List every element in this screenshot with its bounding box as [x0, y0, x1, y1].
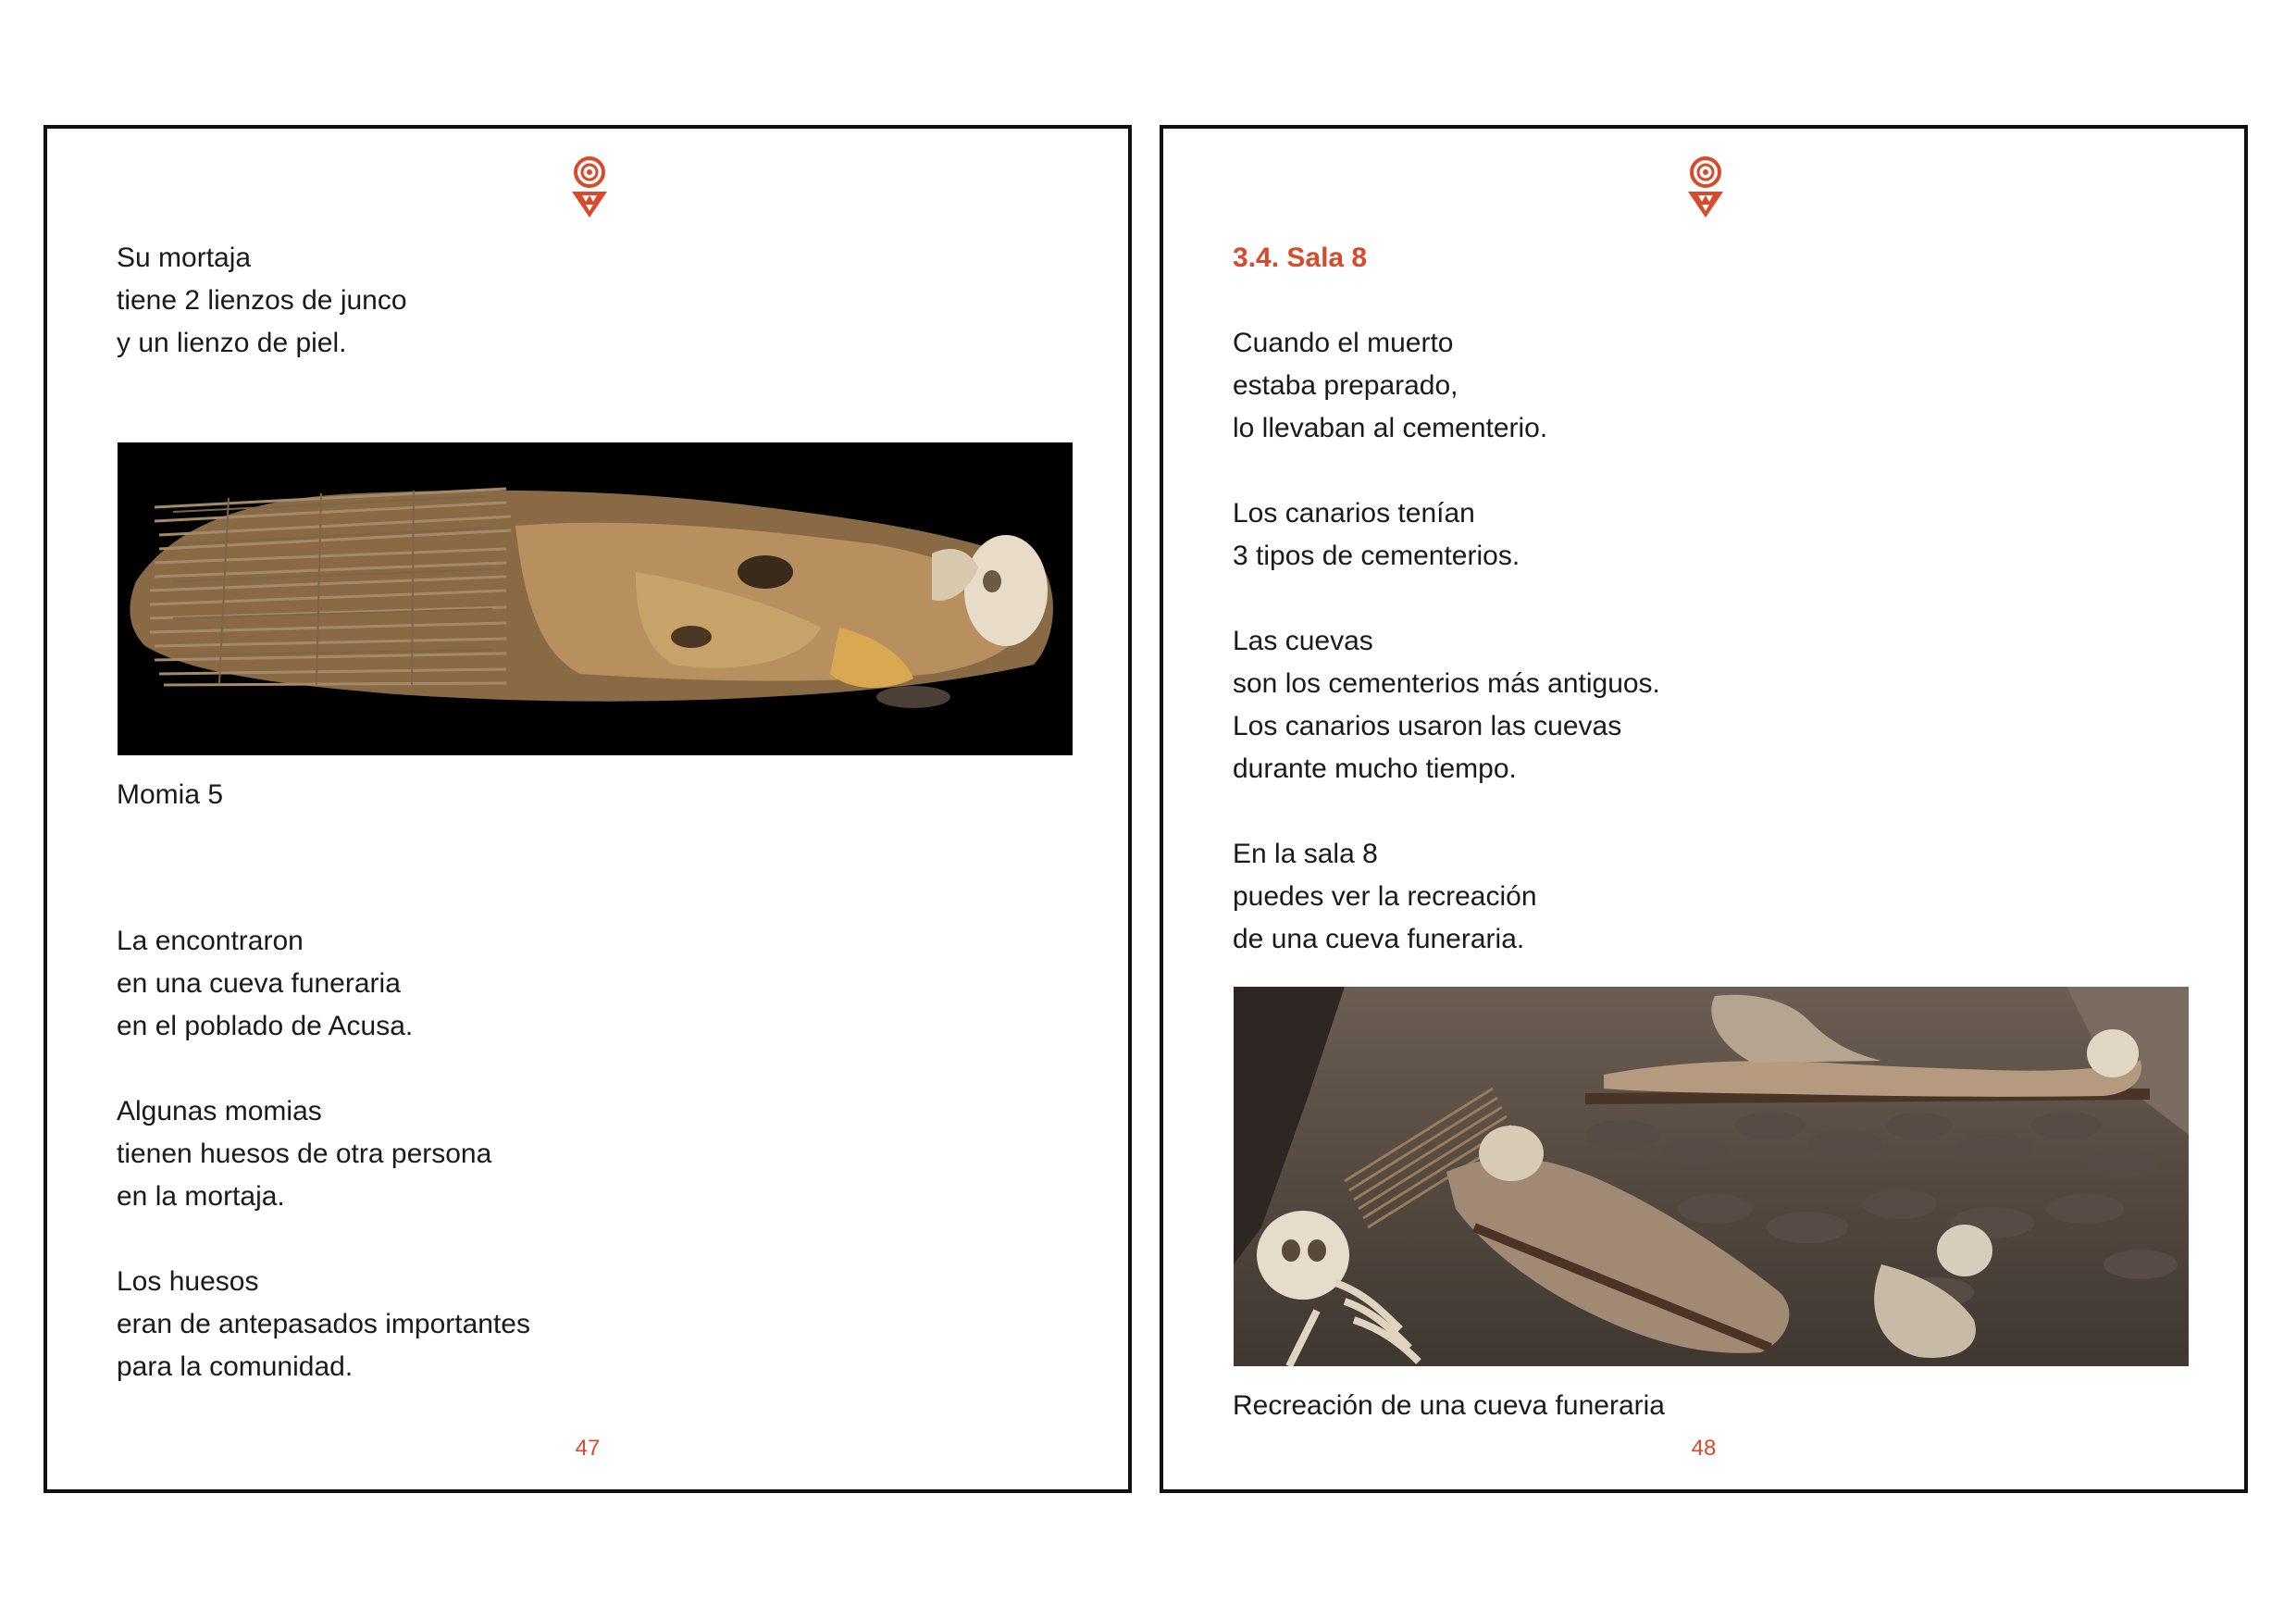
- text-line: Cuando el muerto: [1233, 328, 1454, 358]
- text-line: son los cementerios más antiguos.: [1233, 668, 1660, 699]
- page-number: 48: [1691, 1436, 1717, 1461]
- paragraph-sala-8: [1233, 833, 1537, 961]
- intro-paragraph: [117, 237, 407, 365]
- canarian-symbol-icon: [570, 156, 609, 221]
- text-line: y un lienzo de piel.: [117, 328, 347, 358]
- text-line: estaba preparado,: [1233, 370, 1458, 401]
- text-line: lo llevaban al cementerio.: [1233, 413, 1548, 443]
- burial-cave-photo: [1234, 987, 2189, 1366]
- paragraph-bones: [117, 1090, 491, 1218]
- text-line: puedes ver la recreación: [1233, 881, 1537, 912]
- text-line: eran de antepasados importantes: [117, 1309, 530, 1339]
- text-line: En la sala 8: [1233, 839, 1378, 869]
- canarian-symbol-icon: [1686, 156, 1725, 221]
- text-line: Los canarios tenían: [1233, 498, 1475, 529]
- text-line: en una cueva funeraria: [117, 968, 401, 999]
- section-title: 3.4. Sala 8: [1233, 243, 1368, 273]
- page-number: 47: [575, 1436, 601, 1461]
- mummy-photo: [118, 442, 1073, 755]
- paragraph-caves: [1233, 620, 1660, 790]
- text-line: de una cueva funeraria.: [1233, 924, 1525, 954]
- text-line: en el poblado de Acusa.: [117, 1011, 414, 1041]
- paragraph-location: [117, 920, 413, 1048]
- text-line: Algunas momias: [117, 1096, 322, 1126]
- text-line: Los huesos: [117, 1266, 259, 1297]
- text-line: Los canarios usaron las cuevas: [1233, 711, 1622, 741]
- text-line: Las cuevas: [1233, 626, 1373, 656]
- paragraph-cemetery: [1233, 322, 1547, 450]
- photo-caption: Recreación de una cueva funeraria: [1233, 1390, 1665, 1421]
- text-line: en la mortaja.: [117, 1181, 285, 1212]
- paragraph-types: [1233, 492, 1520, 578]
- page-48: [1160, 125, 2248, 1493]
- text-line: Su mortaja: [117, 243, 252, 273]
- photo-caption: Momia 5: [117, 779, 224, 810]
- text-line: 3 tipos de cementerios.: [1233, 541, 1520, 571]
- text-line: La encontraron: [117, 926, 304, 956]
- text-line: tienen huesos de otra persona: [117, 1139, 492, 1169]
- text-line: durante mucho tiempo.: [1233, 753, 1517, 784]
- page-47: [43, 125, 1132, 1493]
- text-line: tiene 2 lienzos de junco: [117, 285, 407, 316]
- text-line: para la comunidad.: [117, 1351, 354, 1382]
- paragraph-ancestors: [117, 1261, 530, 1388]
